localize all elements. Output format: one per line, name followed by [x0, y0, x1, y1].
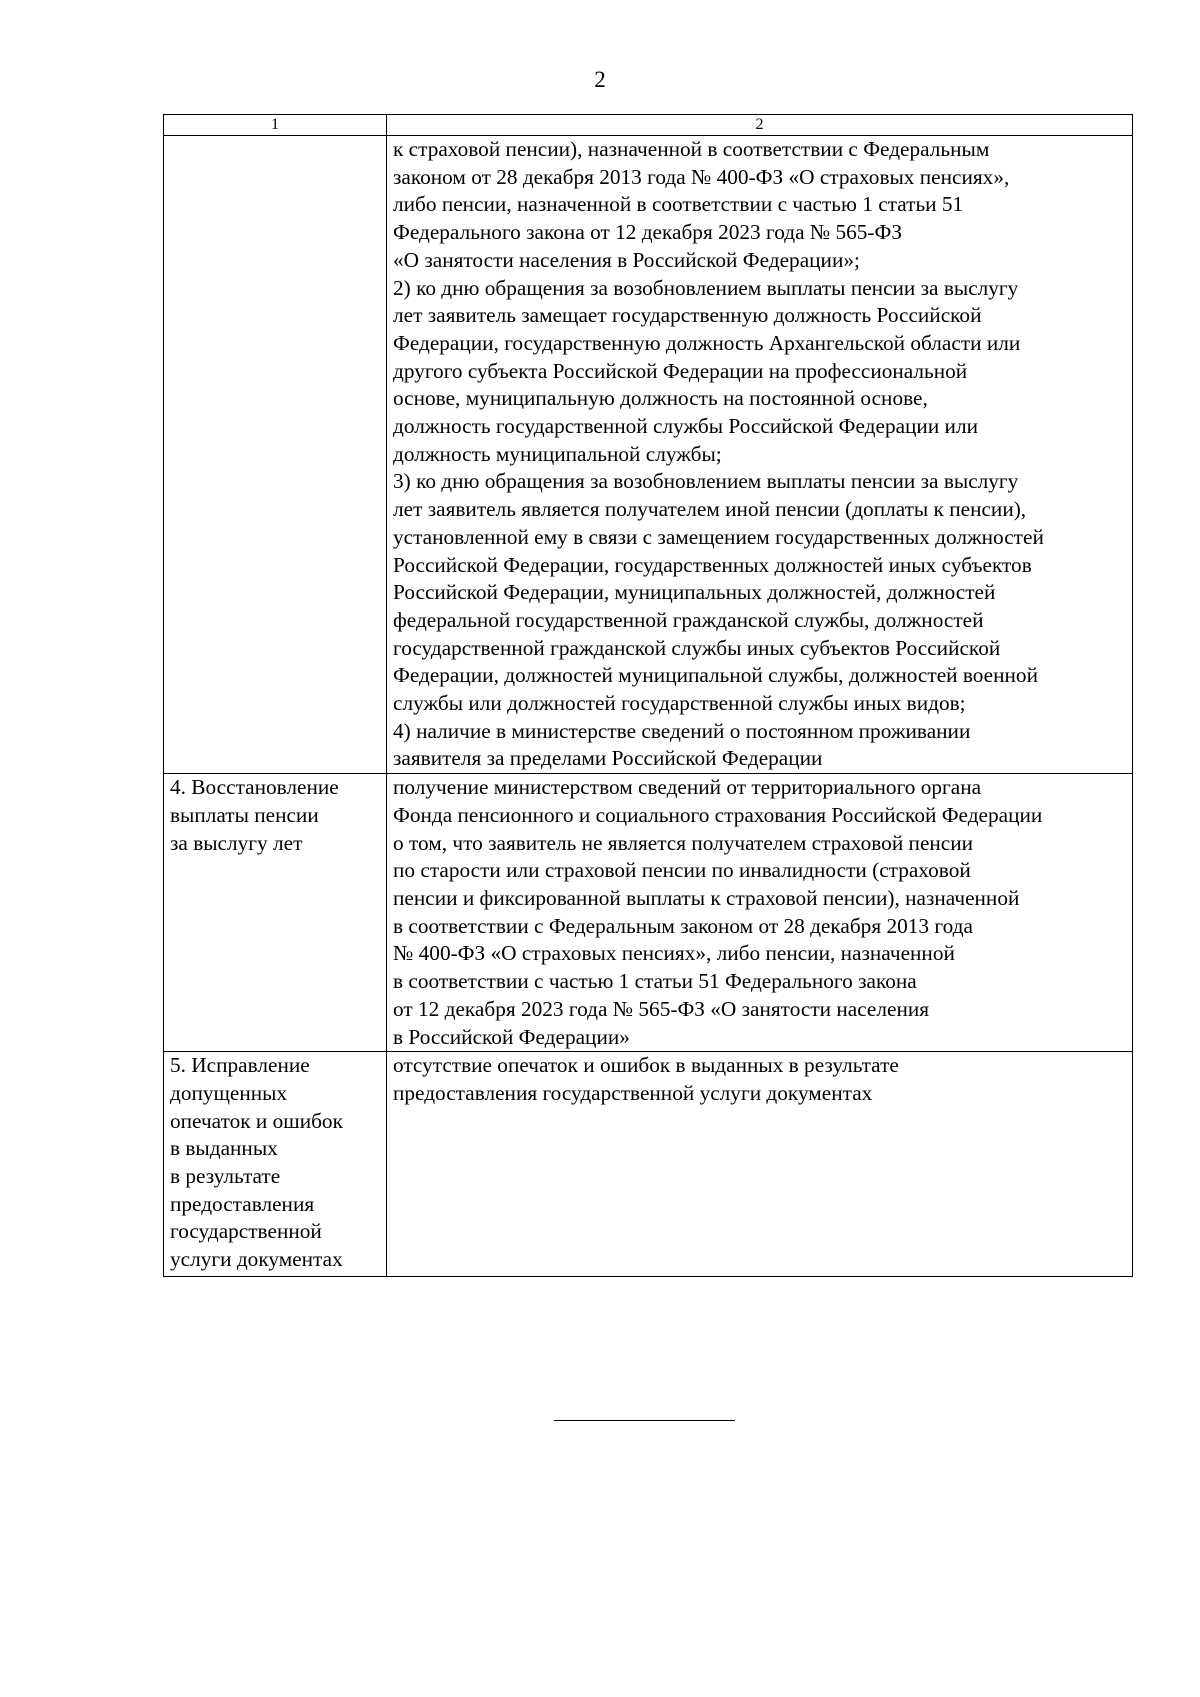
text-line: в Российской Федерации»	[393, 1024, 630, 1049]
text-line: Федерации, государственную должность Архангельской области или	[393, 330, 1021, 355]
text-line: Российской Федерации, муниципальных должностей, должностей	[393, 580, 996, 605]
text-line: выплаты пенсии	[170, 802, 319, 827]
text-line: предоставления	[170, 1191, 315, 1216]
text-line: Федерального закона от 12 декабря 2023 года № 565-ФЗ	[393, 220, 903, 245]
text-line: в результате	[170, 1164, 281, 1189]
text-line: в выданных	[170, 1136, 278, 1161]
page-number: 2	[594, 67, 606, 92]
text-line: отсутствие опечаток и ошибок в выданных в результате	[393, 1053, 899, 1078]
table-row	[164, 774, 1133, 1052]
text-line: лет заявитель является получателем иной пенсии (доплаты к пенсии),	[393, 497, 1027, 522]
header-cell-1: 1	[164, 115, 387, 136]
text-line: должность муниципальной службы;	[393, 441, 722, 466]
text-line: законом от 28 декабря 2013 года № 400-ФЗ «О страховых пенсиях»,	[393, 164, 1010, 189]
text-line: в соответствии с Федеральным законом от 28 декабря 2013 года	[393, 913, 973, 938]
text-line: государственной гражданской службы иных субъектов Российской	[393, 635, 1001, 660]
row-3-col-1	[164, 1052, 387, 1277]
text-line: от 12 декабря 2023 года № 565-ФЗ «О занятости населения	[393, 996, 930, 1021]
text-line: опечаток и ошибок	[170, 1108, 343, 1133]
table-row	[164, 136, 1133, 774]
table-header-row	[164, 115, 1133, 136]
row-3-col-2	[387, 1052, 1133, 1277]
row-2-col-2	[387, 774, 1133, 1052]
text-line: государственной	[170, 1219, 322, 1244]
text-line: Российской Федерации, государственных должностей иных субъектов	[393, 552, 1032, 577]
text-line: основе, муниципальную должность на постоянной основе,	[393, 386, 928, 411]
text-line: 4) наличие в министерстве сведений о постоянном проживании	[393, 718, 971, 743]
text-line: услуги документах	[170, 1247, 343, 1272]
text-line: 4. Восстановление	[170, 775, 339, 800]
text-line: за выслугу лет	[170, 830, 303, 855]
text-line: лет заявитель замещает государственную должность Российской	[393, 303, 982, 328]
table-row	[164, 1052, 1133, 1277]
text-line: Федерации, должностей муниципальной службы, должностей военной	[393, 663, 1038, 688]
text-line: другого субъекта Российской Федерации на профессиональной	[393, 358, 968, 383]
text-line: допущенных	[170, 1080, 288, 1105]
text-line: 2) ко дню обращения за возобновлением выплаты пенсии за выслугу	[393, 275, 1019, 300]
text-line: установленной ему в связи с замещением государственных должностей	[393, 524, 1044, 549]
text-line: федеральной государственной гражданской службы, должностей	[393, 607, 984, 632]
row-1-col-2	[387, 136, 1133, 774]
text-line: 3) ко дню обращения за возобновлением выплаты пенсии за выслугу	[393, 469, 1019, 494]
end-of-document-rule	[554, 1420, 735, 1421]
text-line: либо пенсии, назначенной в соответствии с частью 1 статьи 51	[393, 192, 964, 217]
text-line: предоставления государственной услуги документах	[393, 1080, 873, 1105]
text-line: получение министерством сведений от территориального органа	[393, 775, 982, 800]
text-line: по старости или страховой пенсии по инвалидности (страховой	[393, 858, 971, 883]
row-1-col-1	[164, 136, 387, 774]
text-line: о том, что заявитель не является получателем страховой пенсии	[393, 830, 974, 855]
text-line: службы или должностей государственной службы иных видов;	[393, 691, 966, 716]
text-line: «О занятости населения в Российской Федерации»;	[393, 247, 860, 272]
text-line: пенсии и фиксированной выплаты к страховой пенсии), назначенной	[393, 885, 1020, 910]
text-line: заявителя за пределами Российской Федерации	[393, 746, 823, 771]
document-table	[163, 114, 1133, 1277]
text-line: 5. Исправление	[170, 1053, 310, 1078]
text-line: должность государственной службы Российской Федерации или	[393, 414, 978, 439]
text-line: Фонда пенсионного и социального страхования Российской Федерации	[393, 802, 1043, 827]
text-line: № 400-ФЗ «О страховых пенсиях», либо пенсии, назначенной	[393, 941, 955, 966]
text-line: в соответствии с частью 1 статьи 51 Федерального закона	[393, 969, 917, 994]
row-2-col-1	[164, 774, 387, 1052]
text-line: к страховой пенсии), назначенной в соответствии с Федеральным	[393, 137, 990, 161]
header-cell-2: 2	[387, 115, 1133, 136]
